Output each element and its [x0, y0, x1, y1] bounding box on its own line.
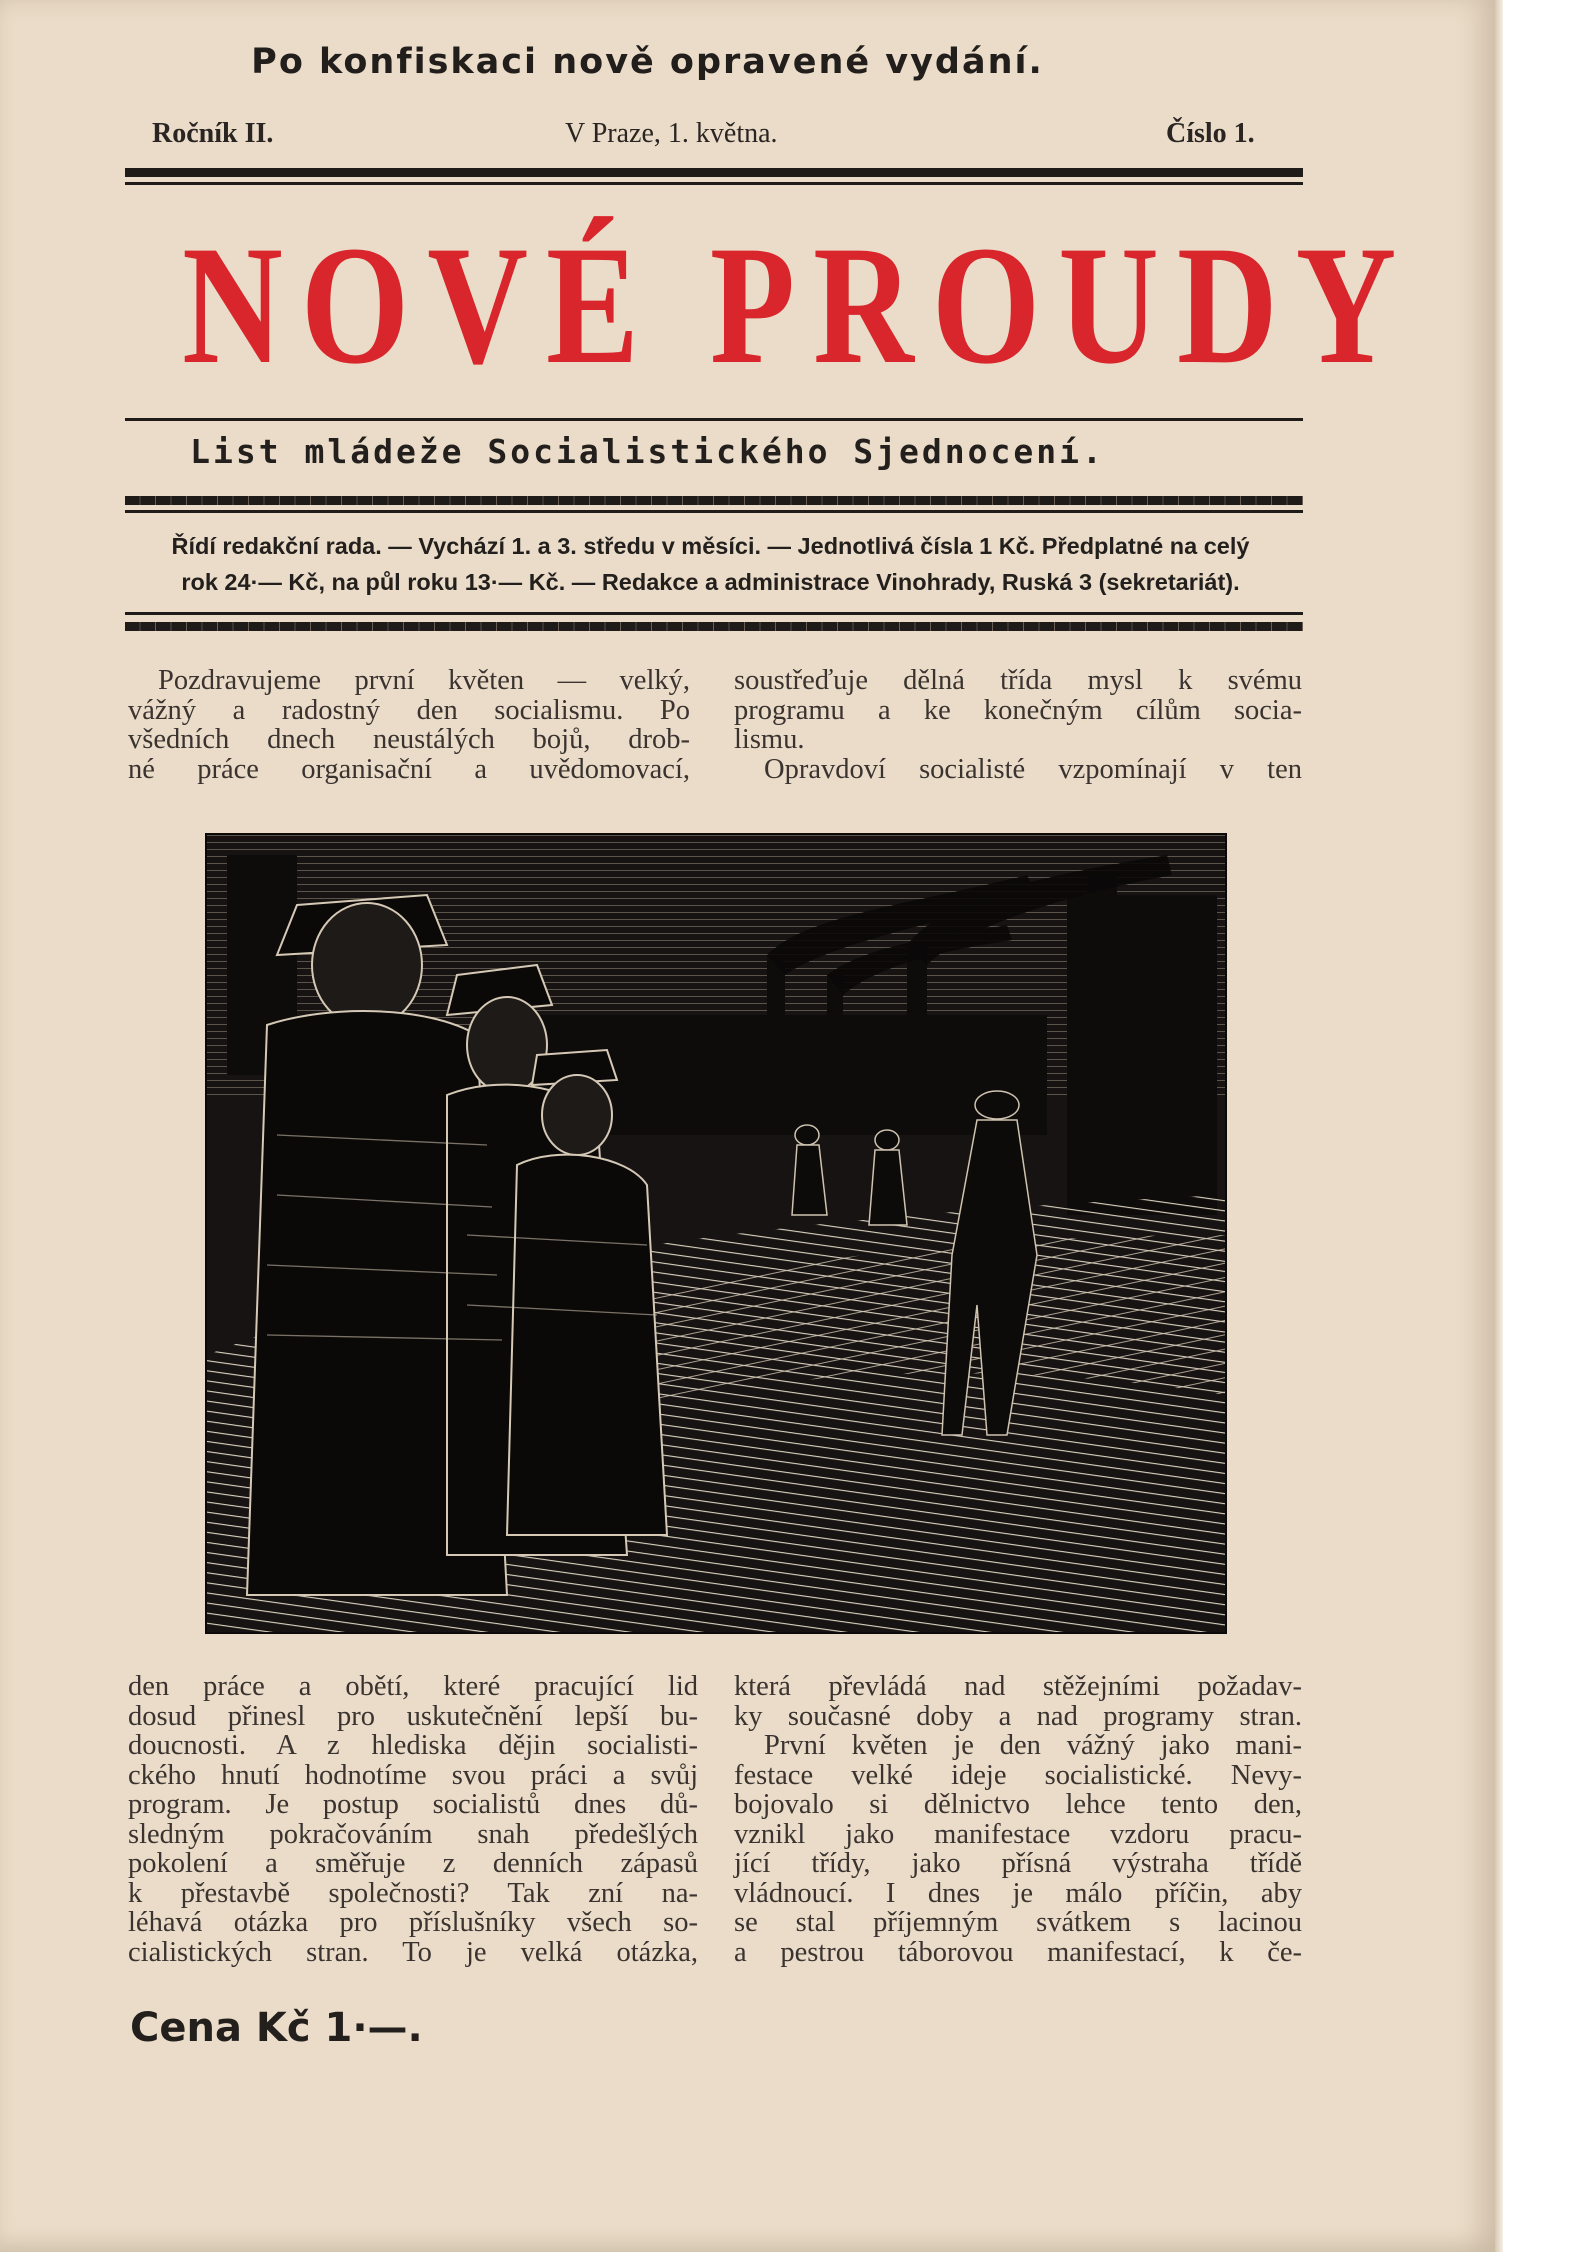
text-line: sledným pokračováním snah předešlých — [128, 1818, 698, 1850]
text-line: a pestrou táborovou manifestací, k če- — [734, 1936, 1302, 1968]
text-line: lismu. — [734, 724, 805, 755]
info-rule-heavy — [125, 622, 1303, 631]
masthead-title: NOVÉ PROUDY — [182, 211, 1415, 399]
article-bottom-right-column — [734, 1672, 1302, 1967]
text-line: jící třídy, jako přísná výstraha třídě — [734, 1848, 1302, 1879]
text-line: programu a ke konečným cílům socia- — [734, 694, 1302, 726]
text-line: ky současné doby a nad programy stran. — [734, 1700, 1302, 1732]
publication-info-line1: Řídí redakční rada. — Vychází 1. a 3. středu v měsíci. — Jednotlivá čísla 1 Kč. Předplatné na celý — [171, 533, 1250, 559]
text-line: program. Je postup socialistů dnes dů- — [128, 1789, 698, 1820]
text-line: Opravdoví socialisté vzpomínají v ten — [764, 753, 1302, 785]
subtitle-rule-thin — [125, 510, 1303, 513]
confiscation-notice: Po konfiskaci nově opravené vydání. — [251, 42, 1044, 82]
text-line: festace velké ideje socialistické. Nevy- — [734, 1759, 1302, 1791]
text-line: bojovalo si dělnictvo lehce tento den, — [734, 1789, 1302, 1820]
text-line: která převládá nad stěžejními požadav- — [734, 1671, 1302, 1702]
text-line: den práce a obětí, které pracující lid — [128, 1671, 698, 1702]
article-top-left-column — [128, 666, 690, 784]
header-rule-heavy — [125, 168, 1303, 177]
text-line: cialistických stran. To je velká otázka, — [128, 1936, 698, 1968]
place-date: V Praze, 1. května. — [565, 118, 778, 149]
text-line: První květen je den vážný jako mani- — [764, 1730, 1302, 1761]
page-edge — [1495, 0, 1503, 2252]
text-line: soustřeďuje dělná třída mysl k svému — [734, 665, 1302, 696]
text-line: vznikl jako manifestace vzdoru pracu- — [734, 1818, 1302, 1850]
subtitle-rule-top — [125, 496, 1303, 505]
publication-info-line2: rok 24·— Kč, na půl roku 13·— Kč. — Redakce a administrace Vinohrady, Ruská 3 (sekretariát). — [181, 569, 1240, 595]
text-line: k přestavbě společnosti? Tak zní na- — [128, 1877, 698, 1909]
text-line: ckého hnutí hodnotíme svou práci a svůj — [128, 1759, 698, 1791]
text-line: se stal příjemným svátkem s lacinou — [734, 1907, 1302, 1938]
price-label: Cena Kč 1·—. — [130, 2005, 423, 2051]
text-line: všedních dnech neustálých bojů, drob- — [128, 724, 690, 755]
header-rule-thin — [125, 182, 1303, 185]
text-line: vládnoucí. I dnes je málo příčin, aby — [734, 1877, 1302, 1909]
text-line: Pozdravujeme první květen — velký, — [158, 665, 690, 696]
article-top-right-column — [734, 666, 1302, 784]
woodcut-illustration — [205, 833, 1227, 1634]
masthead-subtitle: List mládeže Socialistického Sjednocení. — [190, 432, 1105, 471]
text-line: pokolení a směřuje z denních zápasů — [128, 1848, 698, 1879]
article-bottom-left-column — [128, 1672, 698, 1967]
masthead-rule — [125, 418, 1303, 421]
text-line: vážný a radostný den socialismu. Po — [128, 694, 690, 726]
text-line: doucnosti. A z hlediska dějin socialisti- — [128, 1730, 698, 1761]
volume-label: Ročník II. — [152, 118, 274, 149]
info-rule-thin — [125, 612, 1303, 615]
issue-number: Číslo 1. — [1166, 118, 1255, 149]
text-line: né práce organisační a uvědomovací, — [128, 753, 690, 785]
text-line: dosud přinesl pro uskutečnění lepší bu- — [128, 1700, 698, 1732]
text-line: léhavá otázka pro příslušníky všech so- — [128, 1907, 698, 1938]
